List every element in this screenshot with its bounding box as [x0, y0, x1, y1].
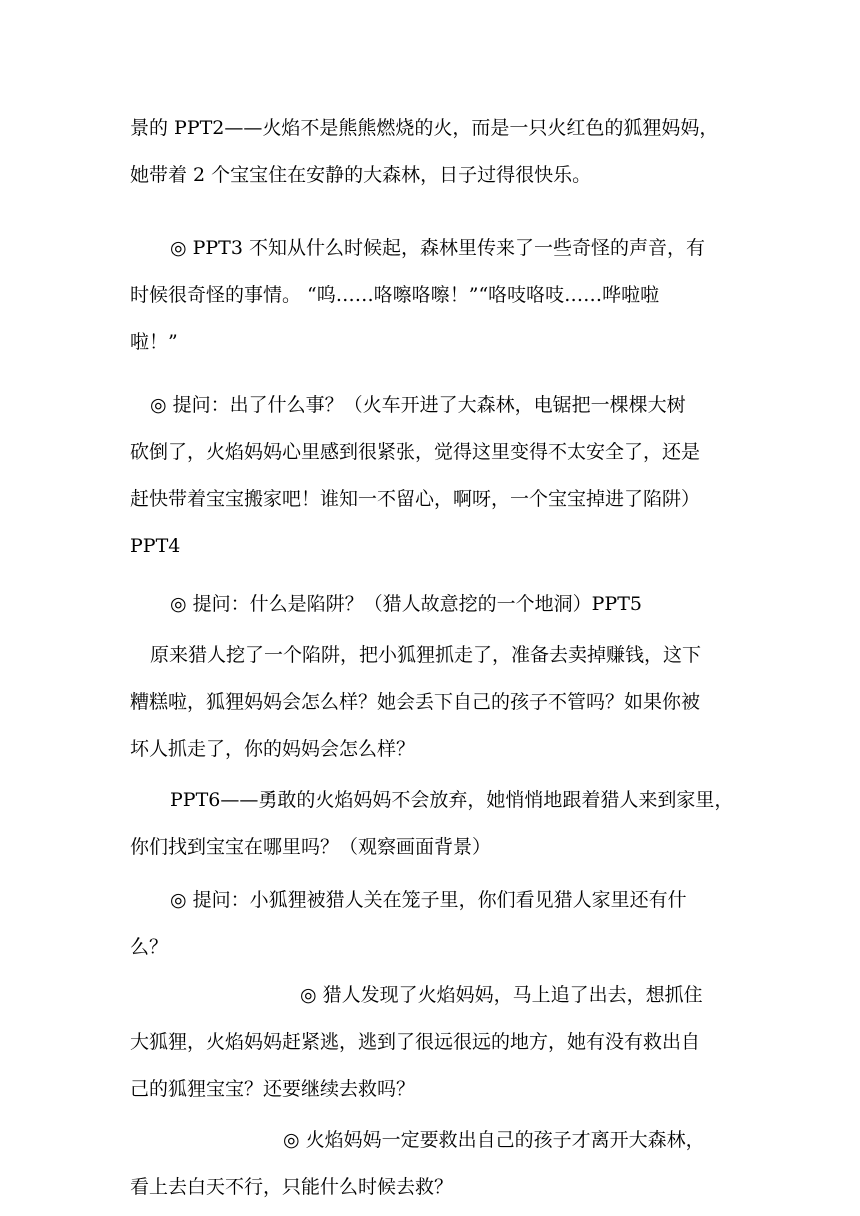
text-line: 她带着 2 个宝宝住在安静的大森林，日子过得很快乐。 [130, 164, 592, 186]
text-line: 么？ [130, 936, 169, 958]
text-line: ◎ 提问：小狐狸被猎人关在笼子里，你们看见猎人家里还有什 [170, 889, 687, 911]
text-line: PPT4 [130, 535, 181, 557]
text-line: ◎ 提问：出了什么事？（火车开进了大森林，电锯把一棵棵大树 [150, 394, 686, 416]
text-line: PPT6——勇敢的火焰妈妈不会放弃，她悄悄地跟着猎人来到家里， [170, 789, 734, 811]
text-line: ◎ 提问：什么是陷阱？（猎人故意挖的一个地洞）PPT5 [170, 593, 642, 615]
text-line: 原来猎人挖了一个陷阱，把小狐狸抓走了，准备去卖掉赚钱，这下 [150, 644, 702, 666]
text-line: 己的狐狸宝宝？还要继续去救吗？ [130, 1078, 416, 1100]
text-line: 看上去白天不行，只能什么时候去救？ [130, 1176, 454, 1198]
text-line: ◎ 火焰妈妈一定要救出自己的孩子才离开大森林， [283, 1129, 705, 1151]
text-line: 糟糕啦，狐狸妈妈会怎么样？她会丢下自己的孩子不管吗？如果你被 [130, 691, 701, 713]
text-line: 赶快带着宝宝搬家吧！谁知一不留心，啊呀，一个宝宝掉进了陷阱） [130, 488, 701, 510]
text-line: 你们找到宝宝在哪里吗？（观察画面背景） [130, 836, 492, 858]
text-line: ◎ 猎人发现了火焰妈妈，马上追了出去，想抓住 [300, 984, 703, 1006]
text-line: ◎ PPT3 不知从什么时候起，森林里传来了一些奇怪的声音，有 [170, 237, 705, 259]
text-line: 坏人抓走了，你的妈妈会怎么样？ [130, 738, 416, 760]
text-line: 砍倒了，火焰妈妈心里感到很紧张，觉得这里变得不太安全了，还是 [130, 441, 701, 463]
text-line: 啦！” [130, 331, 178, 353]
text-line: 景的 PPT2——火焰不是熊熊燃烧的火，而是一只火红色的狐狸妈妈， [130, 117, 719, 139]
text-line: 时候很奇怪的事情。 “呜……咯嚓咯嚓！”“咯吱咯吱……哗啦啦 [130, 284, 660, 306]
text-line: 大狐狸，火焰妈妈赶紧逃，逃到了很远很远的地方，她有没有救出自 [130, 1031, 701, 1053]
